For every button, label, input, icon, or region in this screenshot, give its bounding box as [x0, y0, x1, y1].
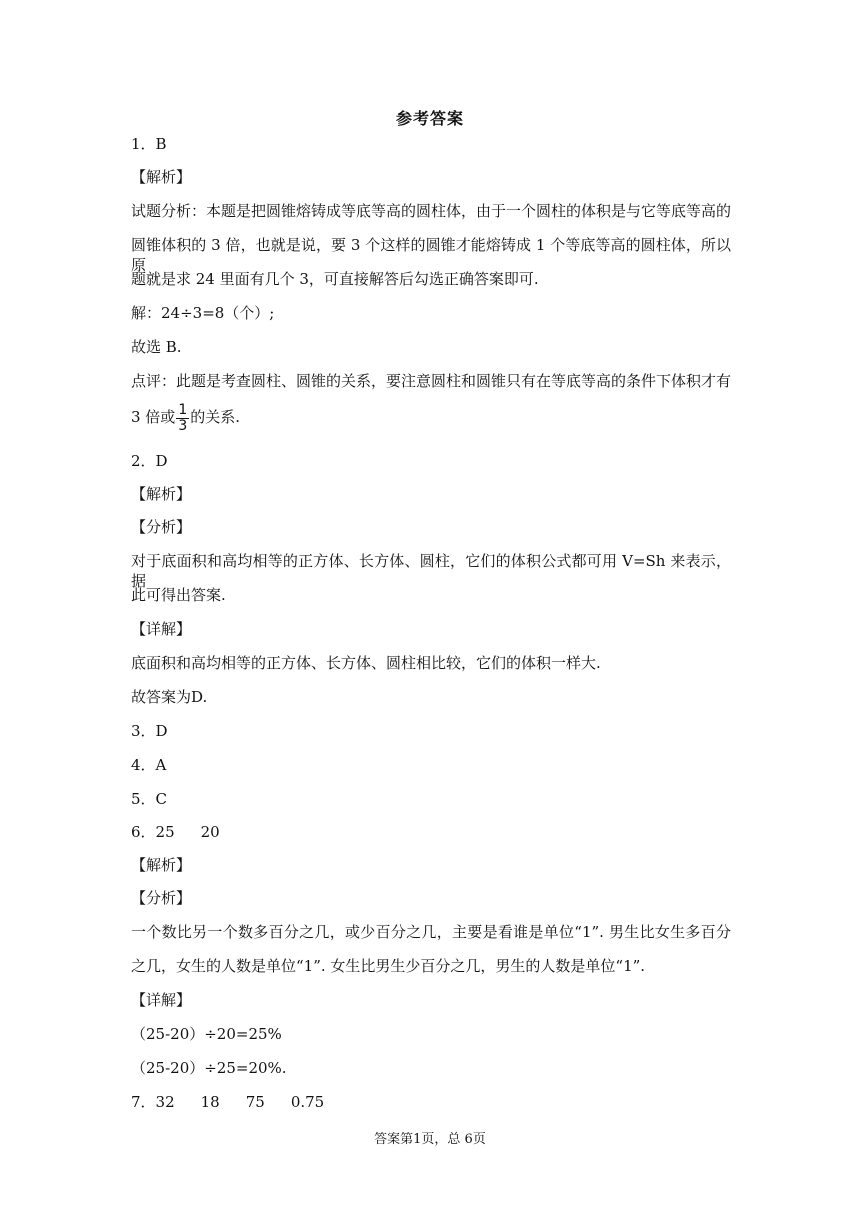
q2-fenxi-heading: 【分析】	[131, 518, 192, 536]
q6-calc-2: （25-20）÷25=20%.	[131, 1059, 287, 1077]
q6-text-line-1: 一个数比另一个数多百分之几，或少百分之几，主要是看谁是单位“1”. 男生比女生多百分	[131, 923, 731, 941]
q7-answer-3: 75	[245, 1093, 265, 1111]
q6-detail-heading: 【详解】	[131, 991, 192, 1009]
q2-detail-heading: 【详解】	[131, 620, 192, 638]
q1-text-line-3: 题就是求 24 里面有几个 3，可直接解答后勾选正确答案即可.	[131, 270, 539, 288]
q5-answer: 5．C	[131, 790, 168, 808]
q6-number: 6．	[131, 823, 156, 841]
q2-text-line-1: 对于底面积和高均相等的正方体、长方体、圆柱，它们的体积公式都可用 V=Sh 来表示，据	[131, 552, 731, 590]
q7-answer-1: 32	[155, 1093, 175, 1111]
q1-solution: 解：24÷3=8（个）;	[131, 304, 275, 322]
q6-calc-1: （25-20）÷20=25%	[131, 1025, 282, 1043]
q1-comment-text-b: 的关系.	[190, 408, 241, 426]
q4-answer: 4．A	[131, 756, 167, 774]
q1-comment-line-2	[131, 400, 731, 434]
q2-conclusion: 故答案为D.	[131, 688, 208, 706]
q2-text-line-2: 此可得出答案.	[131, 586, 226, 604]
q2-detail-text: 底面积和高均相等的正方体、长方体、圆柱相比较，它们的体积一样大.	[131, 654, 601, 672]
q1-text-line-2: 圆锥体积的 3 倍，也就是说，要 3 个这样的圆锥才能熔铸成 1 个等底等高的圆柱体，所以原	[131, 236, 731, 274]
q6-answer-1: 25	[155, 823, 175, 841]
q2-analysis-heading: 【解析】	[131, 485, 192, 503]
q1-answer: 1．B	[131, 135, 167, 153]
fraction-denominator: 3	[178, 417, 188, 434]
q6-answer-2: 20	[200, 823, 220, 841]
q1-analysis-heading: 【解析】	[131, 168, 192, 186]
page-footer: 答案第1页，总 6页	[374, 1132, 486, 1147]
q1-comment-text-a: 3 倍或	[131, 408, 176, 426]
q1-text-line-1: 试题分析：本题是把圆锥熔铸成等底等高的圆柱体，由于一个圆柱的体积是与它等底等高的	[131, 202, 732, 220]
q1-comment-line-1: 点评：此题是考查圆柱、圆锥的关系，要注意圆柱和圆锥只有在等底等高的条件下体积才有	[131, 372, 732, 390]
q6-fenxi-heading: 【分析】	[131, 889, 192, 907]
fraction-one-third	[176, 403, 189, 434]
fraction-numerator: 1	[178, 401, 188, 418]
q7-answer	[131, 1092, 731, 1112]
q6-analysis-heading: 【解析】	[131, 856, 192, 874]
q6-answer	[131, 822, 731, 842]
q2-answer: 2．D	[131, 452, 168, 470]
q7-number: 7．	[131, 1093, 156, 1111]
q7-answer-4: 0.75	[290, 1093, 325, 1111]
q7-answer-2: 18	[200, 1093, 220, 1111]
q3-answer: 3．D	[131, 722, 168, 740]
q6-text-line-2: 之几，女生的人数是单位“1”. 女生比男生少百分之几，男生的人数是单位“1”.	[131, 957, 646, 975]
q1-choice: 故选 B.	[131, 338, 182, 356]
page-title: 参考答案	[395, 109, 464, 128]
